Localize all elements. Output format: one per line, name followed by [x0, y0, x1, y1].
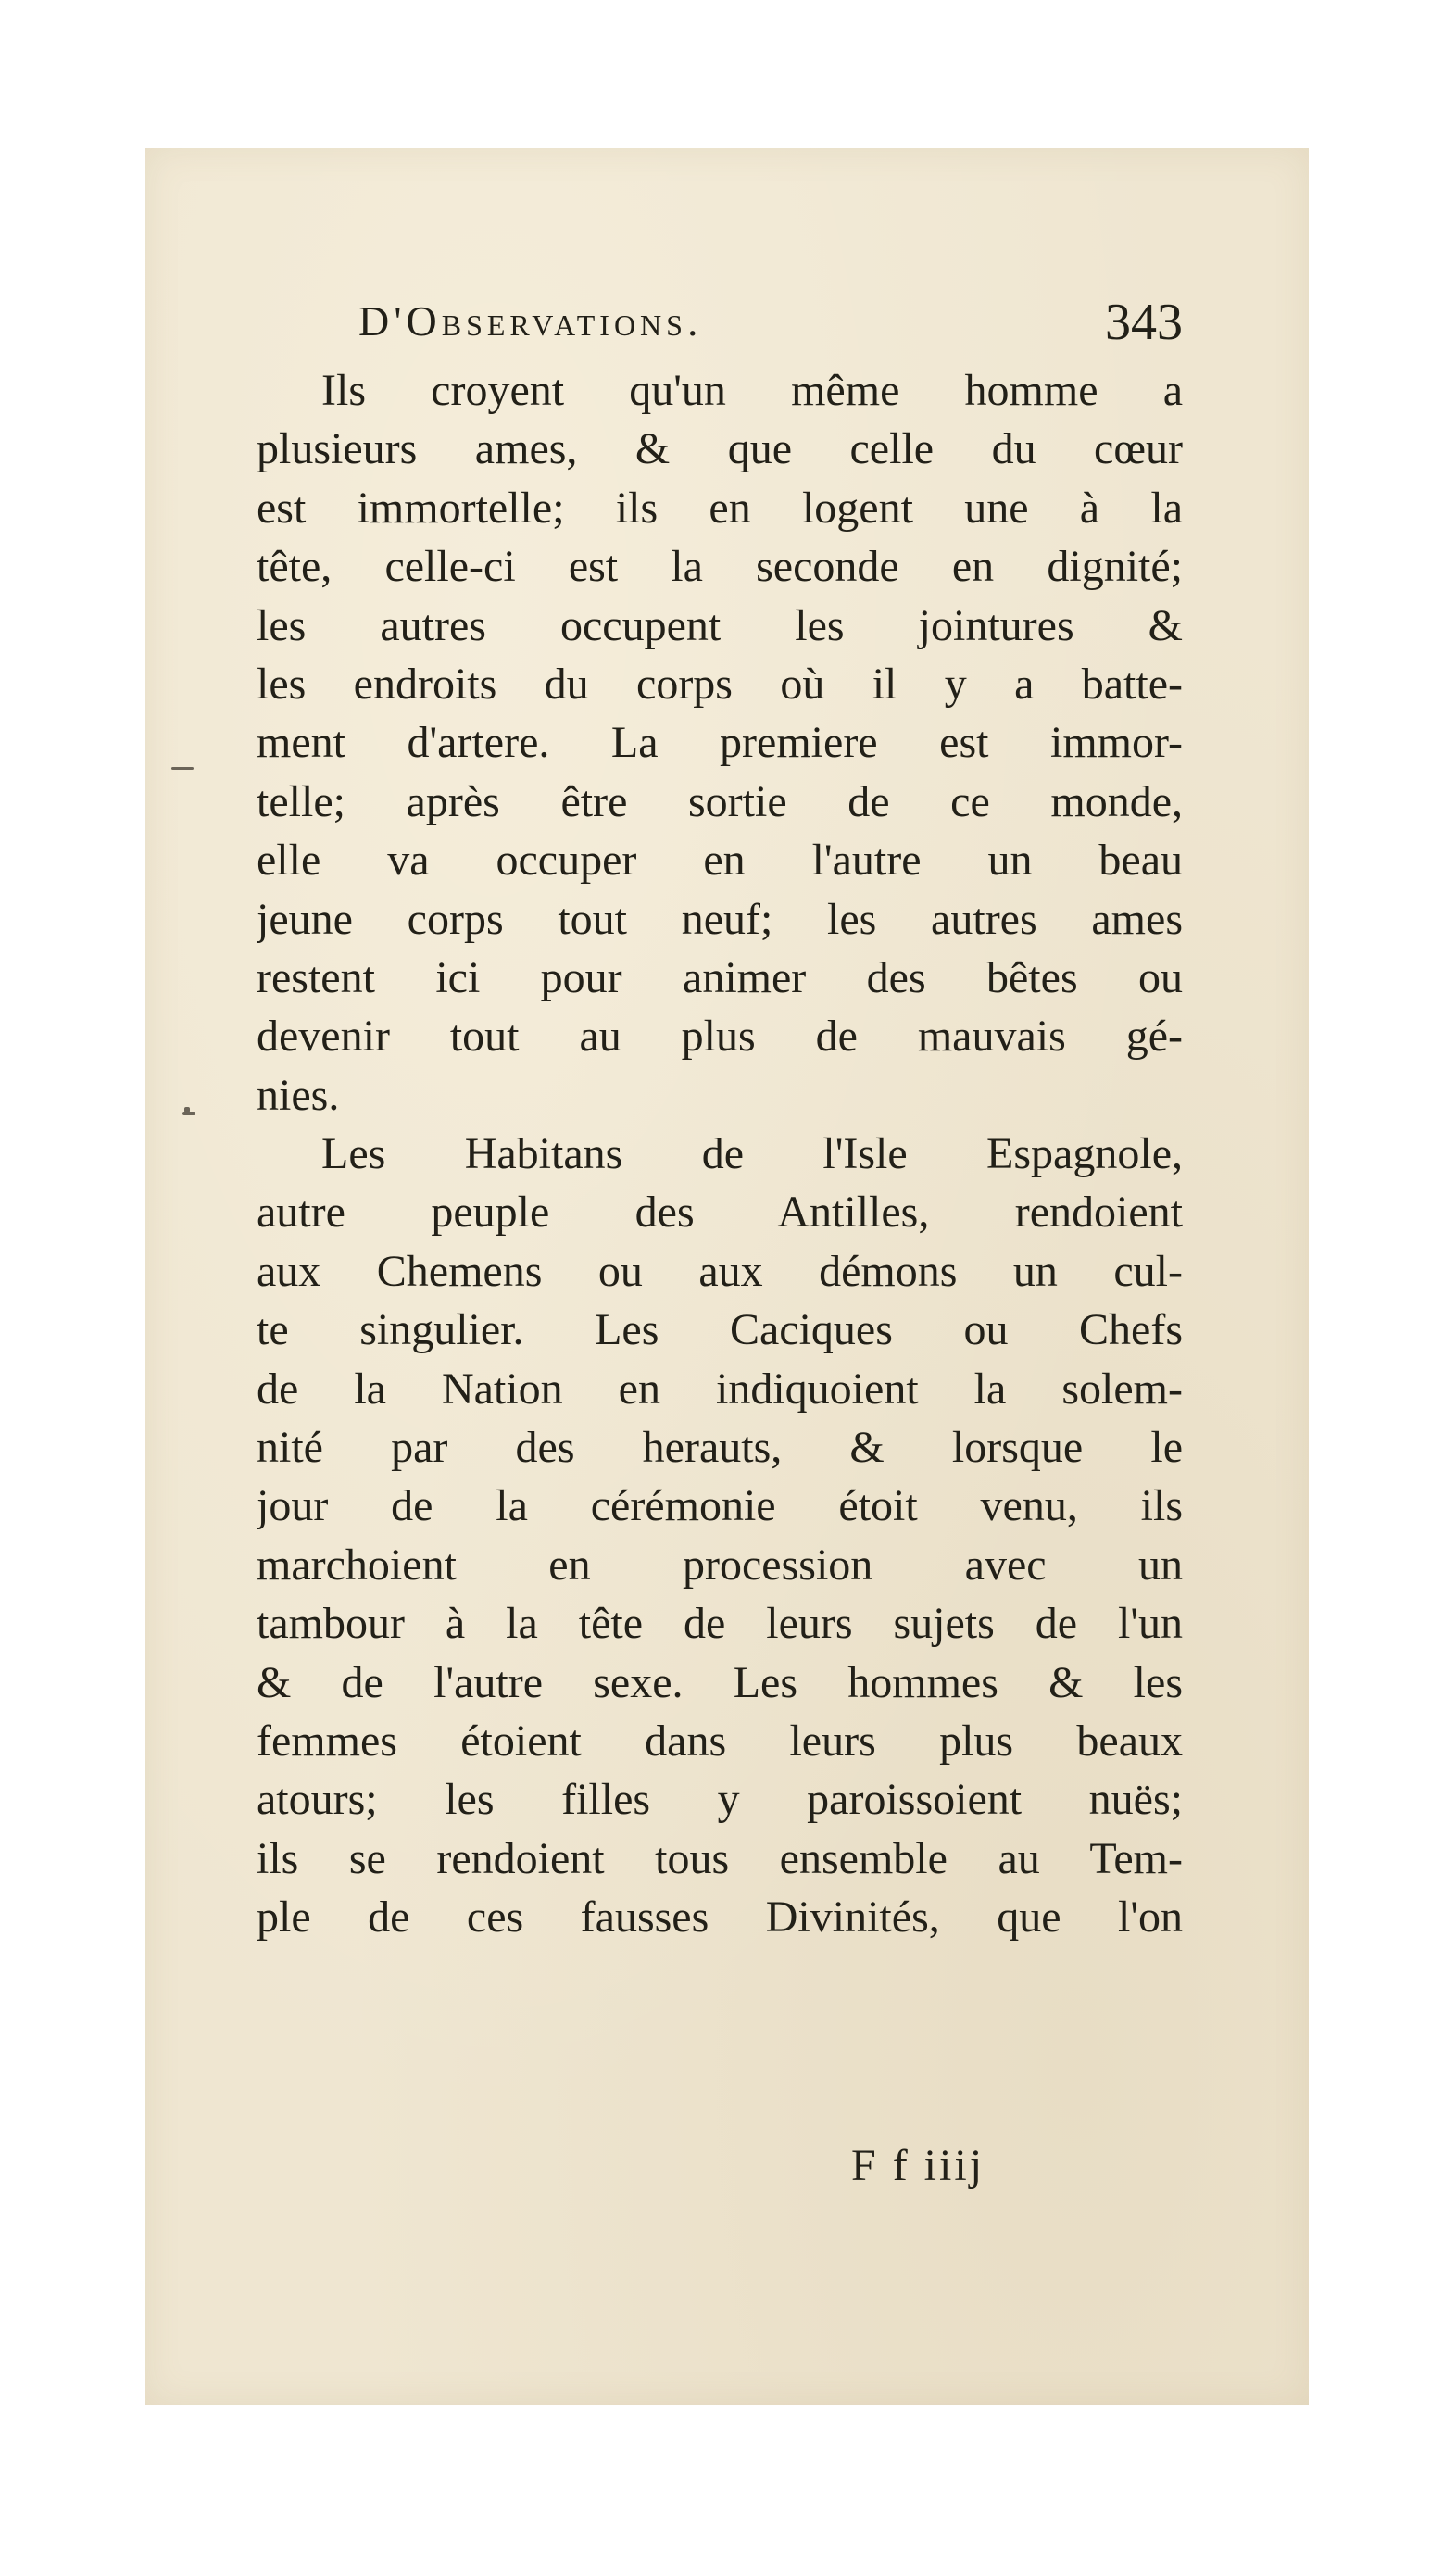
margin-dash [171, 767, 194, 770]
text-line: atours; les filles y paroissoient nuës; [257, 1775, 1183, 1825]
text-line: te singulier. Les Caciques ou Chefs [257, 1305, 1183, 1355]
text-line: ment d'artere. La premiere est immor- [257, 718, 1183, 768]
text-line: & de l'autre sexe. Les hommes & les [257, 1657, 1183, 1707]
text-line: telle; après être sortie de ce monde, [257, 776, 1183, 826]
text-line: ple de ces fausses Divinités, que l'on [257, 1893, 1183, 1943]
paragraph [257, 1125, 1183, 1946]
text-line: nité par des herauts, & lorsque le [257, 1423, 1183, 1473]
text-line: nies. [257, 1070, 340, 1120]
text-line: aux Chemens ou aux démons un cul- [257, 1246, 1183, 1296]
text-line: Ils croyent qu'un même homme a [321, 366, 1183, 415]
text-line: devenir tout au plus de mauvais gé- [257, 1012, 1183, 1062]
text-line: est immortelle; ils en logent une à la [257, 483, 1183, 533]
text-block [257, 296, 1183, 1947]
text-line: plusieurs ames, & que celle du cœur [257, 424, 1183, 474]
text-line: jour de la cérémonie étoit venu, ils [257, 1481, 1183, 1531]
text-line: tête, celle-ci est la seconde en dignité; [257, 542, 1183, 592]
text-line: les endroits du corps où il y a batte- [257, 659, 1183, 709]
text-line: restent ici pour animer des bêtes ou [257, 952, 1183, 1002]
text-line: femmes étoient dans leurs plus beaux [257, 1716, 1183, 1766]
text-line: elle va occuper en l'autre un beau [257, 836, 1183, 886]
book-page [145, 148, 1309, 2405]
margin-dash [184, 1107, 190, 1113]
signature-mark: F f iiij [851, 2141, 985, 2190]
page-number: 343 [1105, 294, 1183, 351]
text-line: autre peuple des Antilles, rendoient [257, 1188, 1183, 1238]
running-head: D'Observations. [358, 297, 703, 345]
text-line: marchoient en procession avec un [257, 1540, 1183, 1590]
text-line: les autres occupent les jointures & [257, 600, 1183, 650]
text-line: de la Nation en indiquoient la solem- [257, 1364, 1183, 1414]
text-line: Les Habitans de l'Isle Espagnole, [321, 1129, 1183, 1179]
text-line: tambour à la tête de leurs sujets de l'un [257, 1599, 1183, 1649]
text-line: jeune corps tout neuf; les autres ames [257, 894, 1183, 944]
text-line: ils se rendoient tous ensemble au Tem- [257, 1833, 1183, 1883]
paragraph [257, 361, 1183, 1125]
running-header [358, 296, 1183, 361]
